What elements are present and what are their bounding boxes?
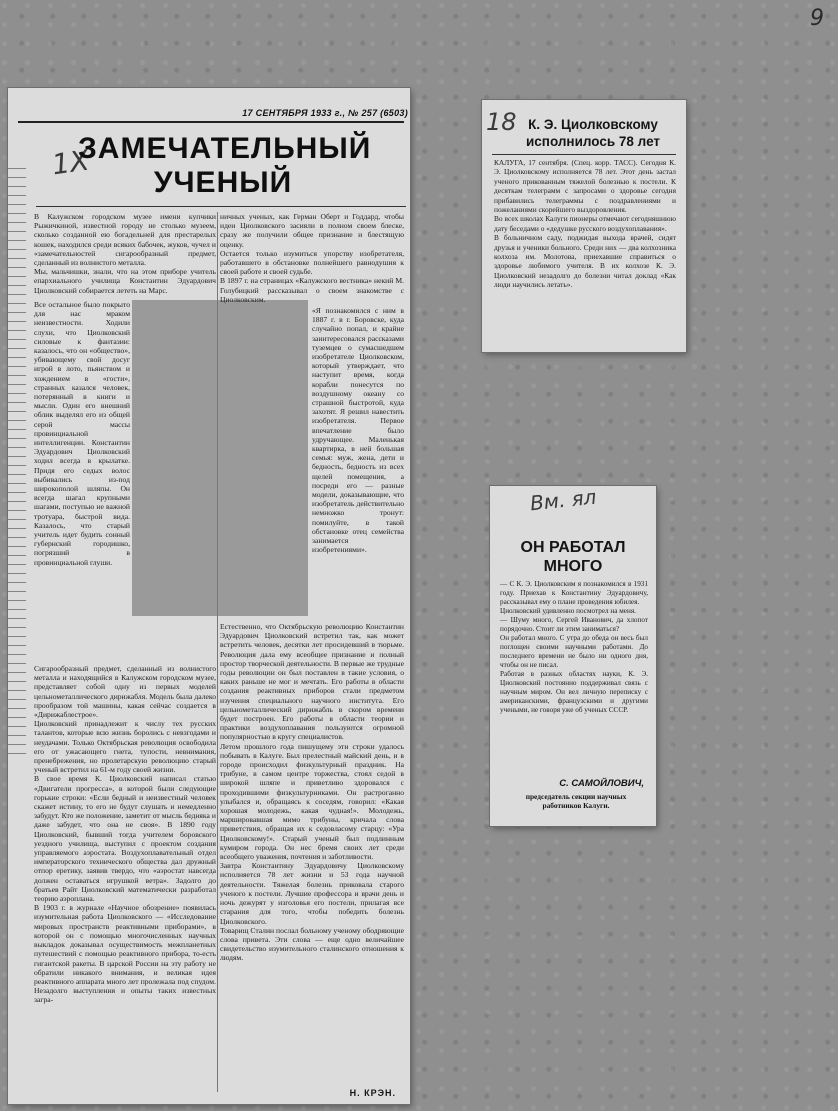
memoir-clipping <box>490 486 656 826</box>
cutout-area <box>132 300 308 616</box>
tass-clipping <box>482 100 686 352</box>
title-rule <box>36 206 406 207</box>
handwritten-mark-tass: 18 <box>486 108 517 136</box>
handwritten-mark: 1X <box>49 143 92 182</box>
column2-bottom: Естественно, что Октябрьскую революцию Константин Эдуардович Циолковский встретил так, как может встретить человек, десятки лет просидевший в тюрьме. Революция дала ему всеобщее признание и полный простор творческой деятельности. В первые же трудные годы революции он был поставлен в такие условия, о каких раньше не мог и мечтать. Его работы в области создания реактивных приборов стали предметом изучения специального научного института. Его цельнометаллический дирижабль в скором времени будет построен. Его работы в области теории и практики воздухоплавания пользуются огромной популярностью в кругу специалистов. Летом прошлого года пишущему эти строки удалось побывать в Калуге. Был прелестный майский день, и в городе происходил физкультурный праздник. На трибуне, в самом центре торжества, стоял седой в широкой шляпе и приветливо здоровался с проходившими физкультурниками. Он растроганно улыбался и, обращаясь к соседям, говорил: «Какая хорошая молодежь, какая чудная!». Молодежь, маршировавшая мимо трибуны, кричала слова приветствия, обращая их к седовласому старцу: «Ура Циолковскому!». Старый ученый был подлинным кумиром города. Он нес бремя своих лет среди всеобщего уважения, почтения и заботливости. Завтра Константину Эдуардовичу Циолковскому исполняется 78 лет жизни и 53 года научной деятельности. Тяжелая болезнь приковала старого ученого к постели. Лучшие профессора и врачи день и ночь дежурят у изголовья его постели, прилагая все старания для того, чтобы победить болезнь Циолковского. Товарищ Сталин послал больному ученому ободряющие слова привета. Эти слова — еще одно величайшее свидетельство изумительного сталинского отношения к людям. <box>220 622 404 963</box>
column2-top: ничных ученых, как Герман Оберт и Годдард, чтобы идеи Циолковского засияли в полном своем блеске, сразу же получили общее признание и блестящую оценку. Остается только изумиться упорству изобретателя, работавшего в обстановке полнейшего равнодушия к своей работе и своей судьбе. В 1897 г. на страницах «Калужского вестника» некий М. Голубицкий рассказывал о своем знакомстве с Циолковским. <box>220 212 404 304</box>
memoir-signature-title: председатель секции научных работников Калуги. <box>525 792 627 810</box>
dateline: 17 СЕНТЯБРЯ 1933 г., № 257 (6503) <box>242 108 408 118</box>
handwritten-mark-memoir: Вм. ял <box>528 484 598 516</box>
column1-narrow: Все остальное было покрыто для нас мраком неизвестности. Ходили слухи, что Циолковский силовые к фантазии: казалось, что он «общество», убивающему свой досуг игрой в лото, пьянством и хождением в «гости», странных казался человек, потерянный в книги и мысли. Один его внешний облик выделял его из общей серой массы провинциальной интеллигенции. Константин Эдуардович Циолковский ходил всегда в крылатке. Придя его седых волос выбивались из-под широкополой шляпы. Он всегда шагал крупными шагами, поступью не важной тротуара, быстрой вида. Казалось, что старый учитель идет будить сонный губернский городишко, погрязший в провинциальной глуши. <box>34 300 132 567</box>
memoir-title: ОН РАБОТАЛ МНОГО <box>520 539 626 575</box>
left-clipping <box>8 88 410 1104</box>
page-number: 9 <box>810 6 824 31</box>
tass-body: КАЛУГА, 17 сентября. (Спец. корр. ТАСС). Сегодня К. Э. Циолковскому исполняется 78 лет. Этот день застал ученого прикованным тяжелой болезнью к постели. К десяткам телеграмм с запросами о здоровье сегодня прибавились телеграммы с поздравлениями и пожеланиями скорейшего выздоровления. Во всех школах Калуги пионеры отмечают сегодняшнюю дату беседами о «дедушке русского воздухоплавания». В больничном саду, поджидая выхода врачей, сидят друзья и ученики больного. Среди них — два колхозника колхоза им. Молотова, приехавшие справиться о здоровье любимого учителя. В их колхозе К. Э. Циолковский незадолго до болезни читал доклад «Как люди научились летать». <box>494 158 676 290</box>
article-signature: Н. КРЭН. <box>349 1088 396 1098</box>
tass-title: К. Э. Циолковскому исполнилось 78 лет <box>525 117 661 149</box>
column-divider <box>217 212 218 1092</box>
memoir-body: — С К. Э. Циолковским я познакомился в 1931 году. Приехав к Константину Эдуардовичу, рассказывал ему о плане проведения юбилея. Циолковский удивленно посмотрел на меня. — Шуму много, Сергей Иванович, да хлопот порядочно. Стоит ли этим заниматься? Он работал много. С утра до обеда он весь был поглощен своими научными работами. До последнего времени не было ни одного дня, чтобы он не писал. Работая в разных областях науки, К. Э. Циолковский постоянно поддерживал связь с научным миром. Он вел личную переписку с американскими, французскими и другими учеными, не говоря уже об ученых СССР. <box>500 580 648 714</box>
tass-title-rule <box>492 154 676 155</box>
article-title: ЗАМЕЧАТЕЛЬНЫЙ УЧЕНЫЙ <box>78 132 372 199</box>
memoir-signature: С. САМОЙЛОВИЧ, <box>559 778 644 789</box>
header-rule <box>18 121 404 123</box>
column1-top: В Калужском городском музее имени купчики Рыжичкиной, известной городу не столько музеем, сколько созданной ею богадельней для престарелых кошек, находился среди всяких бабочек, жуков, чучел и «замечательностей сигарообразный предмет, сделанный из волнистого металла. Мы, мальчишки, знали, что на этом приборе учитель епархиального училища Константин Эдуардович Циолковский собирается лететь на Марс. <box>34 212 216 295</box>
column2-narrow: «Я познакомился с ним в 1887 г. в г. Боровске, куда случайно попал, и крайне заинтересовался рассказами туземцев о сумасшедшем изобретателе Циолковском, который утверждает, что наступит время, когда корабли понесутся по воздушному океану со страшной быстротой, куда захотят. Я решил навестить изобретателя. Первое впечатление было удручающее. Маленькая квартирка, в ней большая семья: муж, жена, дети и бедность, бедность из всех щелей помещения, а посреди его — разные модели, доказывающие, что изобретатель действительно немножко тронут: помилуйте, в такой обстановке отец семейства занимается изобретениями». <box>312 306 406 555</box>
margin-strip <box>8 168 26 758</box>
column1-bottom: Сигарообразный предмет, сделанный из волнистого металла и находящийся в Калужском городском музее, представляет собой одну из первых моделей цельнометаллического дирижабля. Модель была далеко прообразом той машины, какая сейчас создается в «Дирижаблестрое». Циолковский принадлежит к числу тех русских талантов, которые всю жизнь боролись с невзгодами и неудачами. Только Октябрьская революция освободила его от ужасающего гнета, тупости, невнимания, пренебрежения, но пролетарскую революцию старый ученый встретил на 61-м году своей жизни. В свое время К. Циолковский написал статью «Двигатели прогресса», в которой были следующие горькие строки: «Если бедный и неизвестный человек скажет истину, то его не будут слушать и немедленно забудут. Кто же положение, заметит от мысль бедняка и даже забудет, что она не своя». В 1890 году Циолковский, бывший тогда учителем боровского уездного училища, выступил с проектом создания управляемого аэростата. Воздухоплавательный отдел императорского технического общества дал дружный отпор еретику, заявив твердо, что «аэростат навсегда должен оставаться игрушкой ветра». Задолго до братьев Райт Циолковский математически разработал теорию аэроплана. В 1903 г. в журнале «Научное обозрение» появилась изумительная работа Циолковского — «Исследование мировых пространств реактивными приборами», в которой он с помощью многочисленных научных выкладок доказывал осуществимость межпланетных путешествий с помощью реактивного прибора, то-есть гигантской ракеты. В царской России на эту работу не обратили никакого внимания, и великая идея реактивного аппарата много лет пролежала под спудом. Незадолго выступления и опыты таких известных загра- <box>34 664 216 1005</box>
